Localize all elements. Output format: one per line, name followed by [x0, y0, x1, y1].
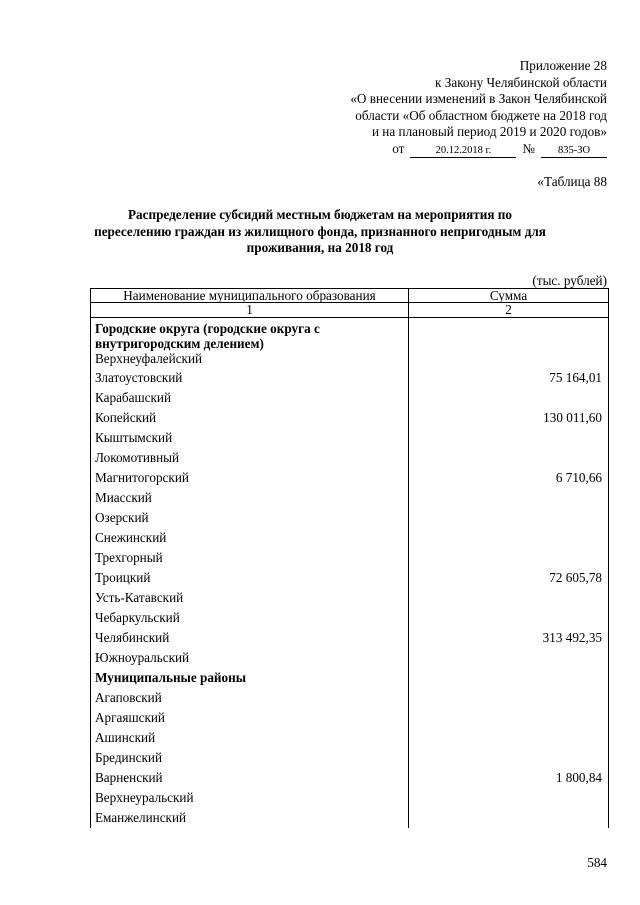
municipality-name: Варненский [91, 768, 409, 788]
law-number: 835-ЗО [541, 144, 607, 158]
amount-cell [409, 748, 609, 768]
amount-cell [409, 351, 609, 368]
from-label: от [392, 140, 405, 156]
amount-cell [409, 528, 609, 548]
header-line: «О внесении изменений в Закон Челябинской [350, 91, 607, 106]
table-header-row [91, 289, 609, 303]
municipality-name: Усть-Катавский [91, 588, 409, 608]
municipality-name: Озерский [91, 508, 409, 528]
amount-cell [409, 488, 609, 508]
municipality-name: Верхнеуральский [91, 788, 409, 808]
table-row [91, 548, 609, 568]
amount-cell [409, 508, 609, 528]
municipality-name: Златоустовский [91, 368, 409, 388]
column-header-name: Наименование муниципального образования [91, 289, 409, 303]
number-label: № [522, 140, 535, 156]
column-number: 2 [409, 303, 609, 318]
document-title: Распределение субсидий местным бюджетам на мероприятия по переселению граждан из жилищного фонда, признанного непригодным для проживания, на 2018 год [94, 207, 546, 255]
table-number: «Таблица 88 [537, 174, 607, 189]
section-row [91, 668, 609, 688]
table-row [91, 608, 609, 628]
municipality-name: Еманжелинский [91, 808, 409, 828]
municipality-name: Копейский [91, 408, 409, 428]
municipality-name: Магнитогорский [91, 468, 409, 488]
amount-cell [409, 808, 609, 828]
section-row [91, 318, 609, 352]
table-row [91, 488, 609, 508]
municipality-name: Миасский [91, 488, 409, 508]
subsidy-table [90, 288, 609, 828]
column-number-row [91, 303, 609, 318]
amount-cell [409, 788, 609, 808]
municipality-name: Аргаяшский [91, 708, 409, 728]
table-row [91, 568, 609, 588]
header-line: Приложение 28 [519, 58, 607, 73]
law-reference [350, 141, 607, 158]
amount-cell [409, 608, 609, 628]
municipality-name: Троицкий [91, 568, 409, 588]
amount-cell [409, 688, 609, 708]
header-line: к Закону Челябинской области [435, 74, 607, 90]
table-row [91, 648, 609, 668]
table-row [91, 468, 609, 488]
table-row [91, 528, 609, 548]
amount-cell: 1 800,84 [409, 768, 609, 788]
municipality-name: Локомотивный [91, 448, 409, 468]
section-title: Городские округа (городские округа с внутригородским делением) [91, 318, 409, 352]
amount-cell [409, 428, 609, 448]
municipality-name: Трехгорный [91, 548, 409, 568]
page-number: 584 [587, 855, 607, 870]
municipality-name: Южноуральский [91, 648, 409, 668]
law-date: 20.12.2018 г. [410, 144, 516, 158]
table-row [91, 728, 609, 748]
section-title: Муниципальные районы [91, 668, 409, 688]
municipality-name: Агаповский [91, 688, 409, 708]
amount-cell [409, 708, 609, 728]
table-row [91, 688, 609, 708]
header-line: области «Об областном бюджете на 2018 год [355, 107, 607, 123]
municipality-name: Челябинский [91, 628, 409, 648]
amount-cell: 313 492,35 [409, 628, 609, 648]
municipality-name: Чебаркульский [91, 608, 409, 628]
amount-cell [409, 448, 609, 468]
amount-cell [409, 318, 609, 352]
header-line: и на плановый период 2019 и 2020 годов» [371, 124, 607, 139]
municipality-name: Брединский [91, 748, 409, 768]
units-label: (тыс. рублей) [532, 273, 607, 288]
table-row [91, 388, 609, 408]
table-row [91, 768, 609, 788]
municipality-name: Кыштымский [91, 428, 409, 448]
table-row [91, 808, 609, 828]
table-row [91, 428, 609, 448]
table-row [91, 748, 609, 768]
amount-cell: 75 164,01 [409, 368, 609, 388]
table-body [91, 318, 609, 829]
amount-cell [409, 548, 609, 568]
amount-cell [409, 728, 609, 748]
document-header [350, 58, 607, 158]
amount-cell [409, 668, 609, 688]
amount-cell: 130 011,60 [409, 408, 609, 428]
amount-cell: 72 605,78 [409, 568, 609, 588]
municipality-name: Ашинский [91, 728, 409, 748]
table-row [91, 368, 609, 388]
column-header-amount: Сумма [409, 289, 609, 303]
table-row [91, 788, 609, 808]
table-row [91, 351, 609, 368]
table-row [91, 628, 609, 648]
amount-cell [409, 588, 609, 608]
amount-cell [409, 648, 609, 668]
column-number: 1 [91, 303, 409, 318]
table-row [91, 448, 609, 468]
table-row [91, 508, 609, 528]
amount-cell: 6 710,66 [409, 468, 609, 488]
municipality-name: Карабашский [91, 388, 409, 408]
table-row [91, 408, 609, 428]
table-row [91, 588, 609, 608]
municipality-name: Верхнеуфалейский [91, 351, 409, 368]
municipality-name: Снежинский [91, 528, 409, 548]
amount-cell [409, 388, 609, 408]
table-row [91, 708, 609, 728]
